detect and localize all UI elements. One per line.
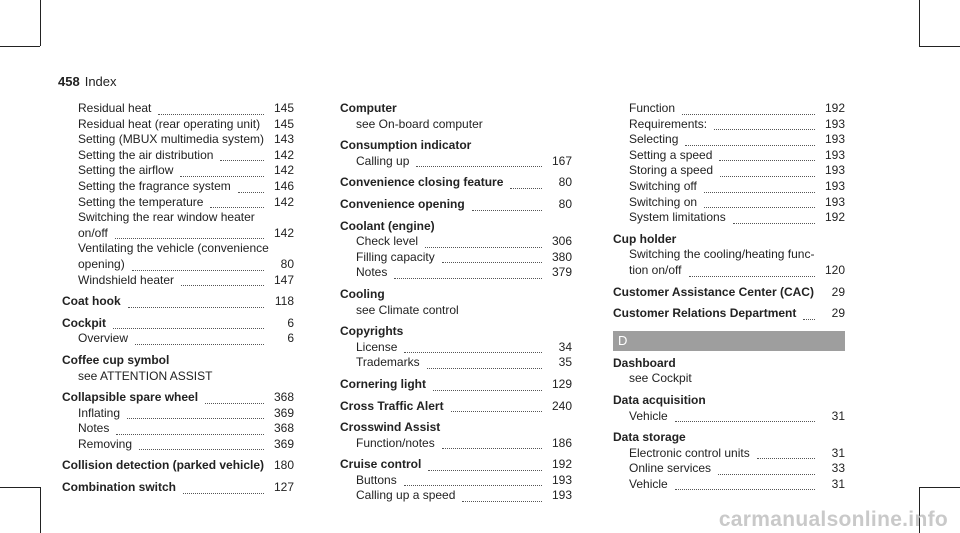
dot-leader: [675, 420, 815, 422]
dot-leader: [132, 269, 264, 271]
page-reference[interactable]: 143: [273, 132, 294, 147]
page-reference[interactable]: 379: [551, 265, 572, 280]
entry-label: Collapsible spare wheel: [62, 390, 199, 405]
entry-label: Customer Assistance Center (CAC): [613, 284, 814, 299]
entry-label: Setting the temperature: [78, 194, 204, 209]
page-reference[interactable]: 193: [824, 163, 845, 178]
entry-label: Calling up: [356, 153, 410, 168]
page-reference[interactable]: 167: [551, 153, 572, 168]
page-reference[interactable]: 127: [273, 480, 294, 495]
dot-leader: [238, 191, 264, 193]
page-reference[interactable]: 192: [551, 457, 572, 472]
index-term: [613, 393, 845, 409]
dot-leader: [116, 433, 264, 435]
index-subentry[interactable]: [62, 132, 294, 148]
page-reference[interactable]: 6: [287, 315, 294, 330]
page-reference[interactable]: 120: [824, 262, 845, 277]
entry-label: Customer Relations Department: [613, 306, 797, 321]
page-reference[interactable]: 193: [824, 116, 845, 131]
index-subentry[interactable]: [340, 234, 572, 250]
entry-label: Setting the fragrance system: [78, 178, 231, 193]
entry-label: Requirements:: [629, 116, 708, 131]
index-subentry[interactable]: [340, 355, 572, 371]
dot-leader: [757, 457, 815, 459]
page-reference[interactable]: 380: [551, 249, 572, 264]
index-subentry: [613, 247, 845, 263]
crop-mark: [919, 46, 960, 47]
index-subentry[interactable]: [62, 226, 294, 242]
dot-leader: [442, 261, 542, 263]
index-term: [340, 101, 572, 117]
entry-label: Switching the rear window heater: [78, 210, 255, 225]
index-subentry[interactable]: [62, 437, 294, 453]
page-reference[interactable]: 80: [280, 256, 294, 271]
dot-leader: [714, 128, 815, 130]
entry-label: Copyrights: [340, 324, 404, 339]
entry-label: Setting (MBUX multimedia system): [78, 132, 265, 147]
entry-label: Coat hook: [62, 294, 121, 309]
page-reference[interactable]: 240: [551, 398, 572, 413]
entry-label: Vehicle: [629, 476, 668, 491]
index-term: [613, 356, 845, 372]
dot-leader: [733, 222, 815, 224]
entry-label: Combination switch: [62, 480, 176, 495]
index-subentry[interactable]: [613, 446, 845, 462]
dot-leader: [428, 469, 542, 471]
entry-label: Notes: [356, 265, 388, 280]
index-term: [340, 287, 572, 303]
entry-label: Setting a speed: [629, 147, 713, 162]
entry-label: on/off: [78, 225, 108, 240]
page-reference[interactable]: 193: [824, 194, 845, 209]
entry-label: Data acquisition: [613, 392, 706, 407]
index-subentry[interactable]: [613, 263, 845, 279]
entry-label: Cooling: [340, 286, 385, 301]
entry-label: Ventilating the vehicle (convenience: [78, 241, 269, 256]
entry-label: Windshield heater: [78, 272, 175, 287]
index-subentry[interactable]: [613, 409, 845, 425]
page-reference[interactable]: 34: [558, 339, 572, 354]
page-reference[interactable]: 180: [273, 458, 294, 473]
index-subentry[interactable]: [340, 265, 572, 281]
entry-label: Residual heat: [78, 101, 152, 115]
entry-label: Notes: [78, 421, 110, 436]
entry-label: Residual heat (rear operating unit): [78, 116, 261, 131]
index-subentry[interactable]: [340, 250, 572, 266]
page-reference[interactable]: 368: [273, 421, 294, 436]
entry-label: Overview: [78, 331, 129, 346]
index-subentry[interactable]: [62, 406, 294, 422]
dot-leader: [719, 159, 815, 161]
entry-label: Consumption indicator: [340, 138, 472, 153]
index-term: [340, 420, 572, 436]
page-reference[interactable]: 142: [273, 163, 294, 178]
dot-leader: [472, 209, 542, 211]
entry-label: Setting the air distribution: [78, 147, 214, 162]
page-number: 458: [58, 74, 80, 89]
entry-label: opening): [78, 256, 125, 271]
entry-label: Switching the cooling/heating func-: [629, 247, 815, 262]
entry-label: Convenience opening: [340, 196, 465, 211]
index-subentry[interactable]: [340, 436, 572, 452]
page-reference[interactable]: 193: [824, 147, 845, 162]
page-reference[interactable]: 193: [551, 488, 572, 503]
entry-label: Crosswind Assist: [340, 420, 441, 435]
index-subentry: [340, 117, 572, 133]
entry-label: Selecting: [629, 132, 679, 147]
index-subentry[interactable]: [62, 163, 294, 179]
index-column-1: [62, 101, 294, 496]
index-subentry: [613, 371, 845, 387]
index-subentry[interactable]: [62, 101, 294, 117]
entry-label: License: [356, 339, 398, 354]
dot-leader: [704, 206, 815, 208]
page-reference[interactable]: 145: [273, 101, 294, 115]
entry-label: Coffee cup symbol: [62, 352, 170, 367]
entry-label: Switching off: [629, 178, 697, 193]
entry-label: see ATTENTION ASSIST: [78, 368, 213, 383]
page-reference[interactable]: 31: [831, 408, 845, 423]
page-reference[interactable]: 146: [273, 178, 294, 193]
entry-label: Calling up a speed: [356, 488, 456, 503]
page-reference[interactable]: 193: [824, 132, 845, 147]
dot-leader: [220, 159, 264, 161]
index-term[interactable]: [340, 197, 572, 213]
index-subentry[interactable]: [613, 148, 845, 164]
page-reference[interactable]: 142: [273, 194, 294, 209]
dot-leader: [158, 113, 264, 115]
dot-leader: [139, 448, 264, 450]
page-reference[interactable]: 129: [551, 376, 572, 391]
entry-label: Convenience closing feature: [340, 175, 504, 190]
entry-label: Cruise control: [340, 457, 422, 472]
crop-mark: [0, 487, 40, 488]
entry-label: Storing a speed: [629, 163, 714, 178]
entry-label: Collision detection (parked vehicle): [62, 458, 265, 473]
index-subentry[interactable]: [62, 179, 294, 195]
dot-leader: [115, 237, 264, 239]
index-subentry[interactable]: [62, 421, 294, 437]
index-subentry[interactable]: [340, 488, 572, 504]
page-reference[interactable]: 306: [551, 234, 572, 249]
index-term[interactable]: [613, 285, 845, 301]
index-subentry[interactable]: [62, 331, 294, 347]
index-term[interactable]: [62, 294, 294, 310]
dot-leader: [427, 367, 542, 369]
entry-label: Inflating: [78, 405, 121, 420]
entry-label: Setting the airflow: [78, 163, 174, 178]
index-subentry[interactable]: [62, 195, 294, 211]
index-column-3: [613, 101, 845, 492]
index-subentry[interactable]: [613, 195, 845, 211]
dot-leader: [685, 144, 815, 146]
crop-mark: [919, 0, 920, 46]
entry-label: Trademarks: [356, 355, 420, 370]
page-title: Index: [84, 74, 117, 89]
entry-label: Vehicle: [629, 408, 668, 423]
entry-label: see Climate control: [356, 302, 459, 317]
page-reference[interactable]: 193: [824, 178, 845, 193]
entry-label: Filling capacity: [356, 249, 435, 264]
page-reference[interactable]: 31: [831, 476, 845, 491]
page-reference[interactable]: 192: [824, 210, 845, 225]
index-subentry[interactable]: [613, 132, 845, 148]
page-reference[interactable]: 186: [551, 435, 572, 450]
page-reference[interactable]: 29: [831, 284, 845, 299]
dot-leader: [183, 492, 264, 494]
index-subentry: [62, 369, 294, 385]
dot-leader: [128, 306, 264, 308]
entry-label: Removing: [78, 436, 133, 451]
dot-leader: [451, 410, 542, 412]
index-term[interactable]: [340, 175, 572, 191]
entry-label: see On-board computer: [356, 116, 483, 131]
dot-leader: [442, 447, 542, 449]
page-reference[interactable]: 369: [273, 405, 294, 420]
section-letter-header: D: [613, 331, 845, 351]
entry-label: Check level: [356, 234, 419, 249]
dot-leader: [675, 488, 815, 490]
dot-leader: [180, 175, 264, 177]
dot-leader: [127, 417, 264, 419]
dot-leader: [416, 165, 542, 167]
dot-leader: [803, 318, 815, 320]
index-subentry[interactable]: [613, 477, 845, 493]
dot-leader: [433, 389, 542, 391]
page-reference[interactable]: 145: [273, 116, 294, 131]
page-header: [58, 74, 117, 90]
dot-leader: [205, 402, 264, 404]
entry-label: Dashboard: [613, 355, 676, 370]
dot-leader: [404, 351, 542, 353]
index-subentry[interactable]: [340, 340, 572, 356]
page-reference[interactable]: 192: [824, 101, 845, 115]
page-reference[interactable]: 369: [273, 436, 294, 451]
crop-mark: [40, 0, 41, 46]
index-subentry: [62, 241, 294, 257]
crop-mark: [40, 487, 41, 533]
entry-label: Cockpit: [62, 315, 107, 330]
index-column-2: [340, 101, 572, 504]
dot-leader: [689, 275, 816, 277]
crop-mark: [0, 46, 40, 47]
entry-label: Computer: [340, 101, 397, 115]
entry-label: Function/notes: [356, 435, 435, 450]
page-reference[interactable]: 193: [551, 472, 572, 487]
page-reference[interactable]: 31: [831, 445, 845, 460]
index-term[interactable]: [62, 480, 294, 496]
index-subentry[interactable]: [62, 148, 294, 164]
dot-leader: [135, 343, 264, 345]
page-reference[interactable]: 6: [287, 331, 294, 346]
dot-leader: [394, 277, 542, 279]
index-term: [340, 324, 572, 340]
dot-leader: [210, 206, 264, 208]
entry-label: Online services: [629, 461, 712, 476]
page-reference[interactable]: 147: [273, 272, 294, 287]
index-subentry[interactable]: [613, 210, 845, 226]
index-term: [62, 353, 294, 369]
index-subentry[interactable]: [613, 117, 845, 133]
index-subentry[interactable]: [62, 273, 294, 289]
index-subentry[interactable]: [340, 154, 572, 170]
index-term[interactable]: [613, 306, 845, 322]
crop-mark: [919, 487, 960, 488]
entry-label: Buttons: [356, 472, 397, 487]
index-subentry[interactable]: [62, 257, 294, 273]
entry-label: System limitations: [629, 210, 726, 225]
page-reference[interactable]: 142: [273, 147, 294, 162]
page-reference[interactable]: 368: [273, 390, 294, 405]
dot-leader: [720, 175, 815, 177]
entry-label: Cup holder: [613, 231, 677, 246]
entry-label: Function: [629, 101, 676, 115]
dot-leader: [682, 113, 815, 115]
dot-leader: [113, 327, 264, 329]
entry-label: Switching on: [629, 194, 698, 209]
entry-label: Data storage: [613, 430, 686, 445]
index-term[interactable]: [62, 390, 294, 406]
entry-label: Cornering light: [340, 376, 426, 391]
watermark: carmanualsonline.info: [718, 508, 948, 531]
index-subentry[interactable]: [62, 117, 294, 133]
dot-leader: [425, 246, 542, 248]
index-term: [613, 232, 845, 248]
dot-leader: [704, 191, 815, 193]
entry-label: see Cockpit: [629, 371, 692, 386]
page-reference[interactable]: 118: [274, 294, 294, 309]
index-term[interactable]: [340, 377, 572, 393]
dot-leader: [718, 473, 815, 475]
page-reference[interactable]: 142: [273, 225, 294, 240]
index-term[interactable]: [62, 458, 294, 474]
index-subentry: [340, 303, 572, 319]
index-subentry[interactable]: [613, 461, 845, 477]
index-subentry[interactable]: [613, 179, 845, 195]
dot-leader: [462, 500, 542, 502]
dot-leader: [510, 187, 542, 189]
entry-label: Electronic control units: [629, 445, 750, 460]
page-reference[interactable]: 29: [831, 306, 845, 321]
page-reference[interactable]: 80: [558, 175, 572, 190]
index-term[interactable]: [340, 457, 572, 473]
dot-leader: [181, 284, 264, 286]
index-term[interactable]: [62, 316, 294, 332]
index-term: [340, 219, 572, 235]
index-subentry[interactable]: [613, 101, 845, 117]
entry-label: Cross Traffic Alert: [340, 398, 444, 413]
index-term: [613, 430, 845, 446]
index-subentry[interactable]: [613, 163, 845, 179]
entry-label: tion on/off: [629, 262, 682, 277]
page-reference[interactable]: 35: [558, 355, 572, 370]
index-term: [340, 138, 572, 154]
entry-label: Coolant (engine): [340, 218, 435, 233]
dot-leader: [404, 484, 542, 486]
page-reference[interactable]: 33: [831, 461, 845, 476]
index-subentry[interactable]: [340, 473, 572, 489]
index-subentry: [62, 210, 294, 226]
page-reference[interactable]: 80: [558, 196, 572, 211]
index-term[interactable]: [340, 399, 572, 415]
